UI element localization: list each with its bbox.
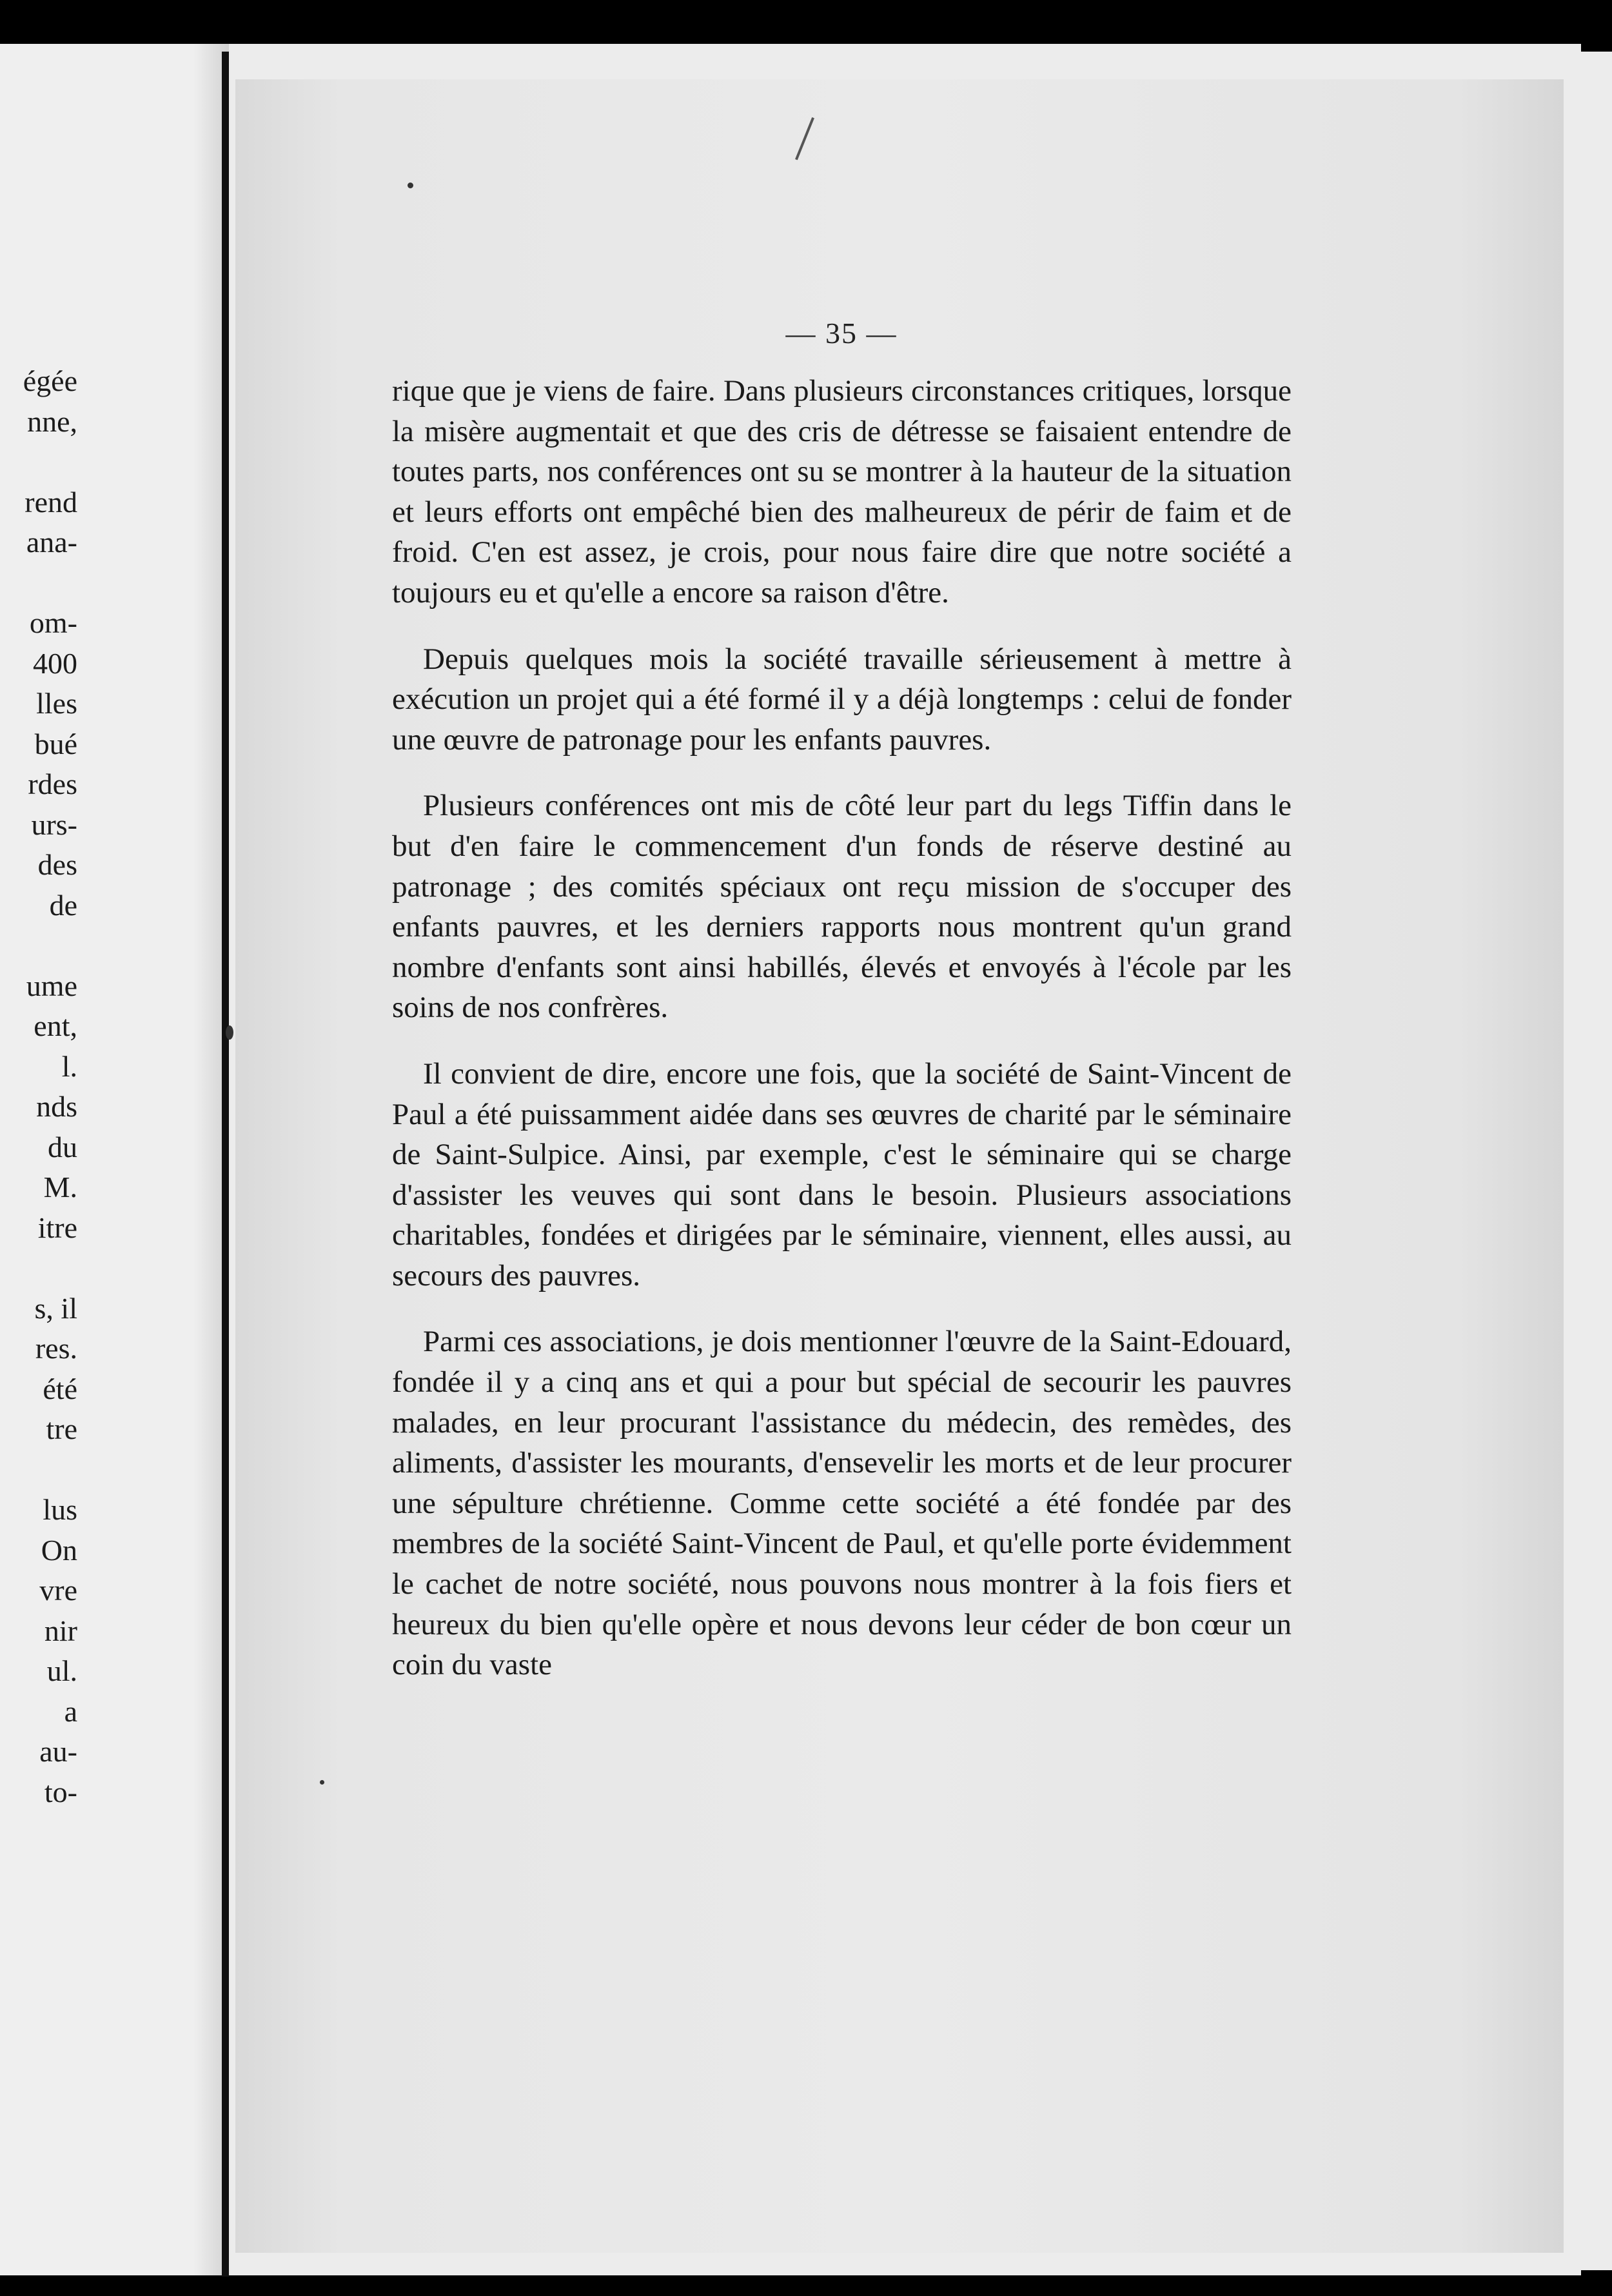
left-fragment: des: [37, 848, 77, 881]
left-fragment: nne,: [27, 404, 77, 438]
left-fragment: to-: [44, 1775, 77, 1808]
left-fragment: rend: [25, 485, 77, 519]
left-fragment: égée: [23, 364, 77, 397]
paragraph: Parmi ces associations, je dois mentionner l'œuvre de la Saint-Edouard, fondée il y a cinq ans et qui a pour but spécial de secourir les pauvres malades, en leur procurant l'assistance du médecin, des remèdes, des aliments, d'assister les mourants, d'ensevelir les morts et de leur procurer une sépulture chrétienne. Comme cette société a été fondée par des membres de la société Saint-Vincent de Paul, et qu'elle porte évidemment le cachet de notre société, nous pouvons nous montrer à la fois fiers et heureux du bien qu'elle opère et nous devons leur céder de bon cœur un coin du vaste: [392, 1325, 1292, 1682]
paragraph: rique que je viens de faire. Dans plusieurs circonstances critiques, lorsque la misère augmentait et que des cris de détresse se faisaient entendre de toutes parts, nos conférences ont su se montrer à la hauteur de la situation et leurs efforts ont empêché bien des malheureux de périr de faim et de froid. C'en est assez, je crois, pour nous faire dire que notre société a toujours eu et qu'elle a encore sa raison d'être.: [392, 374, 1292, 609]
left-fragment: bué: [34, 727, 77, 760]
left-fragment: res.: [35, 1332, 77, 1365]
scan-speck: [408, 183, 413, 188]
left-fragment: lus: [43, 1493, 77, 1526]
left-fragment: l.: [61, 1049, 77, 1083]
left-fragment: du: [48, 1130, 77, 1163]
left-fragment-gap: [0, 563, 77, 604]
left-fragment: nir: [44, 1614, 77, 1647]
paragraph: Depuis quelques mois la société travaille sérieusement à mettre à exécution un projet qui a été formé il y a déjà longtemps : celui de fonder une œuvre de patronage pour les enfants pauvres.: [392, 642, 1292, 757]
left-fragment: urs-: [31, 807, 77, 841]
paragraph: Il convient de dire, encore une fois, que la société de Saint-Vincent de Paul a été puissamment aidée dans ses œuvres de charité par le séminaire de Saint-Sulpice. Ainsi, par exemple, c'est le séminaire qui se charge d'assister les veuves qui sont dans le besoin. Plusieurs associations charitables, fondées et dirigées par le séminaire, viennent, elles aussi, au secours des pauvres.: [392, 1056, 1292, 1292]
left-fragment: été: [43, 1372, 77, 1405]
book-spine-line: [222, 52, 229, 2277]
page-body: [392, 371, 1292, 1711]
left-fragment: ul.: [46, 1654, 77, 1687]
left-fragment: vre: [39, 1574, 77, 1607]
left-fragment: de: [49, 888, 77, 922]
left-fragment-gap: [0, 442, 77, 482]
left-fragment: 400: [33, 646, 77, 680]
left-fragment: om-: [29, 606, 77, 639]
scan-speck: [226, 1025, 233, 1040]
left-fragment: ana-: [26, 526, 77, 559]
left-fragment-gap: [0, 925, 77, 966]
left-fragment-gap: [0, 1450, 77, 1490]
scan-speck: [320, 1780, 324, 1785]
page-number: — 35 —: [785, 317, 898, 350]
left-fragment-gap: [0, 1248, 77, 1289]
left-fragment: au-: [39, 1735, 77, 1768]
left-fragment: a: [64, 1694, 77, 1728]
left-fragment: tre: [46, 1412, 77, 1445]
left-page-text-fragments: [0, 361, 77, 1812]
left-fragment: On: [41, 1533, 77, 1567]
left-fragment: ume: [26, 969, 77, 1002]
left-fragment: ent,: [34, 1009, 77, 1042]
right-page-edge-paper: [1581, 52, 1612, 2270]
left-fragment: lles: [36, 687, 77, 720]
left-fragment: nds: [36, 1090, 77, 1123]
left-fragment: s, il: [34, 1291, 77, 1325]
left-fragment: rdes: [28, 767, 77, 800]
paragraph: Plusieurs conférences ont mis de côté leur part du legs Tiffin dans le but d'en faire le commencement d'un fonds de réserve destiné au patronage ; des comités spéciaux ont reçu mission de s'occuper des enfants pauvres, et les derniers rapports nous montrent qu'un grand nombre d'enfants sont ainsi habillés, élevés et envoyés à l'école par les soins de nos confrères.: [392, 789, 1292, 1025]
left-fragment: M.: [43, 1171, 77, 1203]
left-fragment: itre: [37, 1211, 77, 1244]
